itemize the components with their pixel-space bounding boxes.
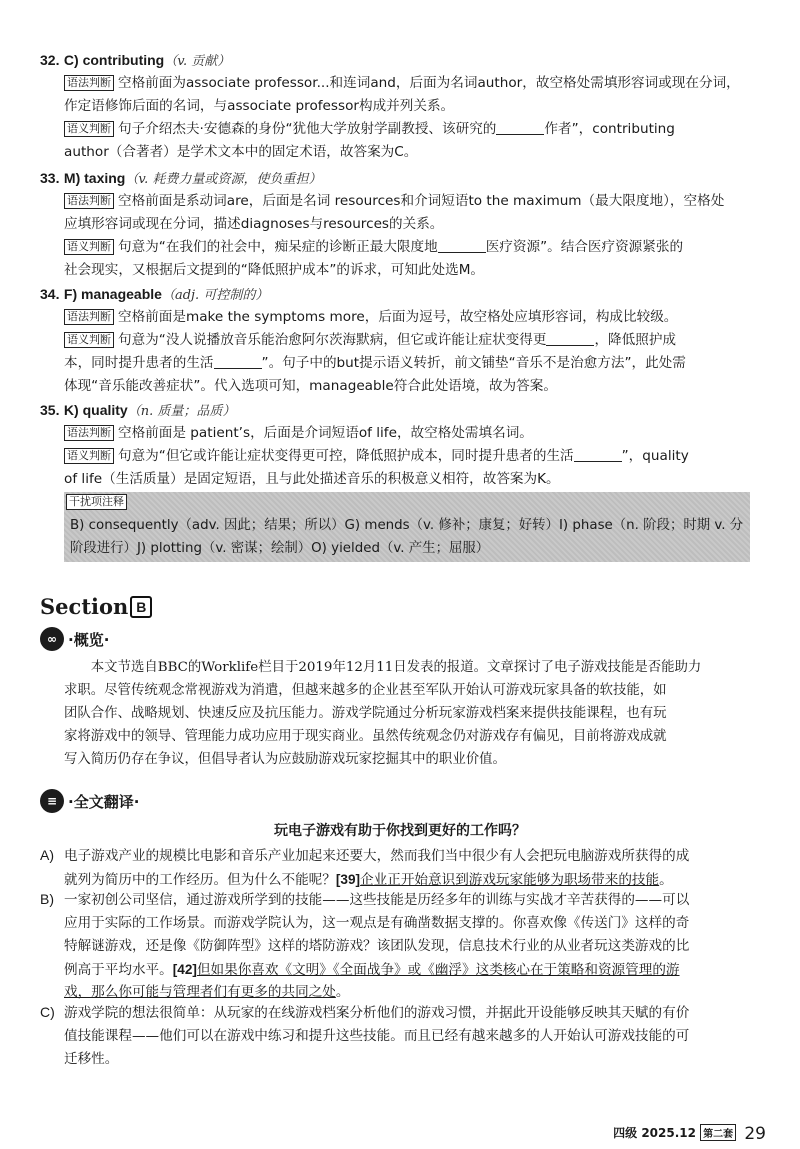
section-title: Section	[40, 594, 129, 619]
translation-line	[64, 1002, 750, 1025]
explanation-text: ”。句子中的but提示语义转折，前文铺垫“音乐不是治愈方法”，此处需	[261, 355, 686, 371]
translation-text: 应用于实际的工作场景。而游戏学院认为，这一观点是有确凿数据支撑的。你喜欢像《传送门》这样的奇	[64, 915, 690, 931]
judgement-tag: 语法判断	[64, 193, 114, 209]
answer-blank	[546, 331, 594, 346]
underlined-answer-text: 企业正开始意识到游戏玩家能够为职场带来的技能	[360, 872, 660, 888]
explanation-text: ”，quality	[621, 448, 689, 464]
question-answer: C) contributing	[63, 52, 165, 68]
distractor-text	[70, 514, 746, 560]
translation-line	[64, 889, 750, 912]
explanation-text: 作定语修饰后面的名词，与associate professor构成并列关系。	[64, 98, 455, 114]
underlined-answer-text: 但如果你喜欢《文明》《全面战争》或《幽浮》这类核心在于策略和资源管理的游	[196, 962, 680, 978]
translation-text: 特解谜游戏，还是像《防御阵型》这样的塔防游戏？该团队发现，信息技术行业的从业者玩这类游戏的比	[64, 938, 690, 954]
underlined-answer-text: 戏，那么你可能与管理者们有更多的共同之处	[64, 984, 336, 1000]
translation-text: 。	[659, 872, 673, 888]
question-reference: [39]	[335, 872, 361, 887]
question-number: 34.	[40, 286, 60, 302]
translation-line	[64, 1048, 750, 1071]
article-title: 玩电子游戏有助于你找到更好的工作吗？	[274, 823, 526, 839]
translation-text: 电子游戏产业的规模比电影和音乐产业加起来还要大，然而我们当中很少有人会把玩电脑游戏所获得的成	[64, 848, 690, 864]
explanation-text: 空格前面是 patient’s，后面是介词短语of life，故空格处需填名词。	[118, 425, 533, 441]
question-answer: K) quality	[63, 402, 128, 418]
overview-line: 家将游戏中的领导、管理能力成功应用于现实商业。虽然传统观念仍对游戏存有偏见，目前将游戏成就	[64, 729, 667, 744]
explanation-line	[64, 259, 750, 282]
explanation-text: 医疗资源”。结合医疗资源紧张的	[485, 239, 684, 255]
question-heading	[40, 400, 750, 422]
translation-text: 游戏学院的想法很简单：从玩家的在线游戏档案分析他们的游戏习惯，并据此开设能够反映其天赋的有价	[64, 1005, 690, 1021]
explanation-line	[64, 95, 750, 118]
overview-heading-label: ·概览·	[68, 630, 110, 649]
question-gloss: （v. 耗费力量或资源，使负重担）	[125, 172, 322, 187]
explanation-line	[64, 445, 750, 468]
judgement-tag: 语法判断	[64, 309, 114, 325]
explanation-line	[64, 190, 750, 213]
translation-line	[64, 1025, 750, 1048]
explanation-text: 社会现实，又根据后文提到的“降低照护成本”的诉求，可知此处选M。	[64, 262, 485, 278]
explanation-text: 本，同时提升患者的生活	[64, 355, 214, 371]
question-heading	[40, 168, 750, 190]
explanation-line	[64, 213, 750, 236]
explanation-line	[64, 72, 750, 95]
translation-line	[64, 845, 750, 868]
translation-line	[64, 912, 750, 935]
question-gloss: （adj. 可控制的）	[161, 288, 269, 303]
explanation-line	[64, 306, 750, 329]
judgement-tag: 语义判断	[64, 121, 114, 137]
explanation-text: of life（生活质量）是固定短语，且与此处描述音乐的积极意义相符，故答案为K。	[64, 471, 560, 487]
translation-text: 例高于平均水平。	[64, 962, 173, 978]
overview-line: 写入简历仍存在争议，但倡导者认为应鼓励游戏玩家挖掘其中的职业价值。	[64, 752, 506, 767]
judgement-tag: 语义判断	[64, 332, 114, 348]
question-reference: [42]	[172, 962, 197, 977]
judgement-tag: 语义判断	[64, 239, 114, 255]
question-heading	[40, 284, 750, 306]
translation-text: 就列为简历中的工作经历。但为什么不能呢？	[64, 872, 336, 888]
paragraph-letter: C)	[40, 1004, 55, 1020]
question-gloss: （v. 贡献）	[164, 54, 231, 69]
infinity-icon: ∞	[40, 627, 64, 651]
explanation-line	[64, 375, 750, 398]
translation-line	[64, 935, 750, 958]
explanation-line	[64, 468, 750, 491]
overview-text	[64, 656, 750, 771]
overview-heading	[40, 627, 109, 653]
judgement-tag: 语法判断	[64, 75, 114, 91]
explanation-line	[64, 422, 750, 445]
explanation-text: 空格前面是系动词are，后面是名词 resources和介词短语to the maximum（最大限度地），空格处	[118, 193, 725, 209]
explanation-line	[64, 236, 750, 259]
translation-text: 。	[335, 984, 350, 1000]
overview-line: 求职。尽管传统观念常视游戏为消遣，但越来越多的企业甚至军队开始认可游戏玩家具备的软技能，如	[64, 683, 667, 698]
explanation-line	[64, 329, 750, 352]
translation-heading	[40, 789, 139, 815]
explanation-text: 体现“音乐能改善症状”。代入选项可知，manageable符合此处语境，故为答案。	[64, 378, 557, 394]
explanation-line	[64, 118, 750, 141]
question-number: 33.	[40, 170, 60, 186]
answer-blank	[496, 120, 544, 135]
question-number: 35.	[40, 402, 60, 418]
explanation-text: 应填形容词或现在分词，描述diagnoses与resources的关系。	[64, 216, 444, 232]
answer-blank	[214, 354, 262, 369]
explanation-text: 句意为“没人说播放音乐能治愈阿尔茨海默病，但它或许能让症状变得更	[118, 332, 547, 348]
translation-text: 迁移性。	[64, 1051, 119, 1067]
overview-line: 本文节选自BBC的Worklife栏目于2019年12月11日发表的报道。文章探讨了电子游戏技能是否能助力	[90, 660, 702, 675]
explanation-text: 作者”，contributing	[544, 121, 675, 137]
section-badge: B	[130, 596, 152, 618]
distractor-line: 阶段进行）J) plotting（v. 密谋；绘制）O) yielded（v. 产生；屈服）	[70, 541, 490, 556]
question-answer: F) manageable	[63, 286, 162, 302]
explanation-text: 空格前面为associate professor...和连词and，后面为名词author，故空格处需填形容词或现在分词，	[118, 75, 740, 91]
question-gloss: （n. 质量；品质）	[127, 404, 236, 419]
page-number: 29	[744, 1124, 766, 1144]
explanation-text: 句意为“在我们的社会中，痴呆症的诊断正最大限度地	[118, 239, 438, 255]
translation-line	[64, 981, 750, 1004]
question-number: 32.	[40, 52, 60, 68]
answer-blank	[438, 238, 486, 253]
document-icon: ≡	[40, 789, 64, 813]
distractor-line: B) consequently（adv. 因此；结果；所以）G) mends（v. 修补；康复；好转）I) phase（n. 阶段；时期 v. 分	[70, 518, 744, 533]
explanation-text: ，降低照护成	[594, 332, 677, 348]
section-heading	[40, 594, 152, 619]
distractor-notes-box	[64, 492, 750, 562]
footer-set-box: 第二套	[700, 1124, 736, 1141]
paragraph-letter: B)	[40, 891, 54, 907]
distractor-label: 干扰项注释	[66, 494, 127, 510]
translation-text: 一家初创公司坚信，通过游戏所学到的技能——这些技能是历经多年的训练与实战才辛苦获得的——可以	[64, 892, 690, 908]
translation-text: 值技能课程——他们可以在游戏中练习和提升这些技能。而且已经有越来越多的人开始认可游戏技能的可	[64, 1028, 690, 1044]
overview-line: 团队合作、战略规划、快速反应及抗压能力。游戏学院通过分析玩家游戏档案来提供技能课程，也有玩	[64, 706, 667, 721]
explanation-text: 句子介绍杰夫·安德森的身份“犹他大学放射学副教授、该研究的	[118, 121, 497, 137]
question-heading	[40, 50, 750, 72]
explanation-line	[64, 141, 750, 164]
translation-line	[64, 958, 750, 982]
explanation-line	[64, 352, 750, 375]
question-answer: M) taxing	[63, 170, 126, 186]
answer-blank	[574, 447, 622, 462]
translation-heading-label: ·全文翻译·	[68, 792, 140, 811]
explanation-text: 句意为“但它或许能让症状变得更可控，降低照护成本，同时提升患者的生活	[118, 448, 574, 464]
footer-issue: 四级 2025.12	[613, 1126, 696, 1140]
judgement-tag: 语法判断	[64, 425, 114, 441]
judgement-tag: 语义判断	[64, 448, 114, 464]
explanation-text: 空格前面是make the symptoms more，后面为逗号，故空格处应填形容词，构成比较级。	[118, 309, 678, 325]
page-footer	[613, 1124, 766, 1144]
paragraph-letter: A)	[40, 847, 54, 863]
explanation-text: author（合著者）是学术文本中的固定术语，故答案为C。	[64, 144, 418, 160]
